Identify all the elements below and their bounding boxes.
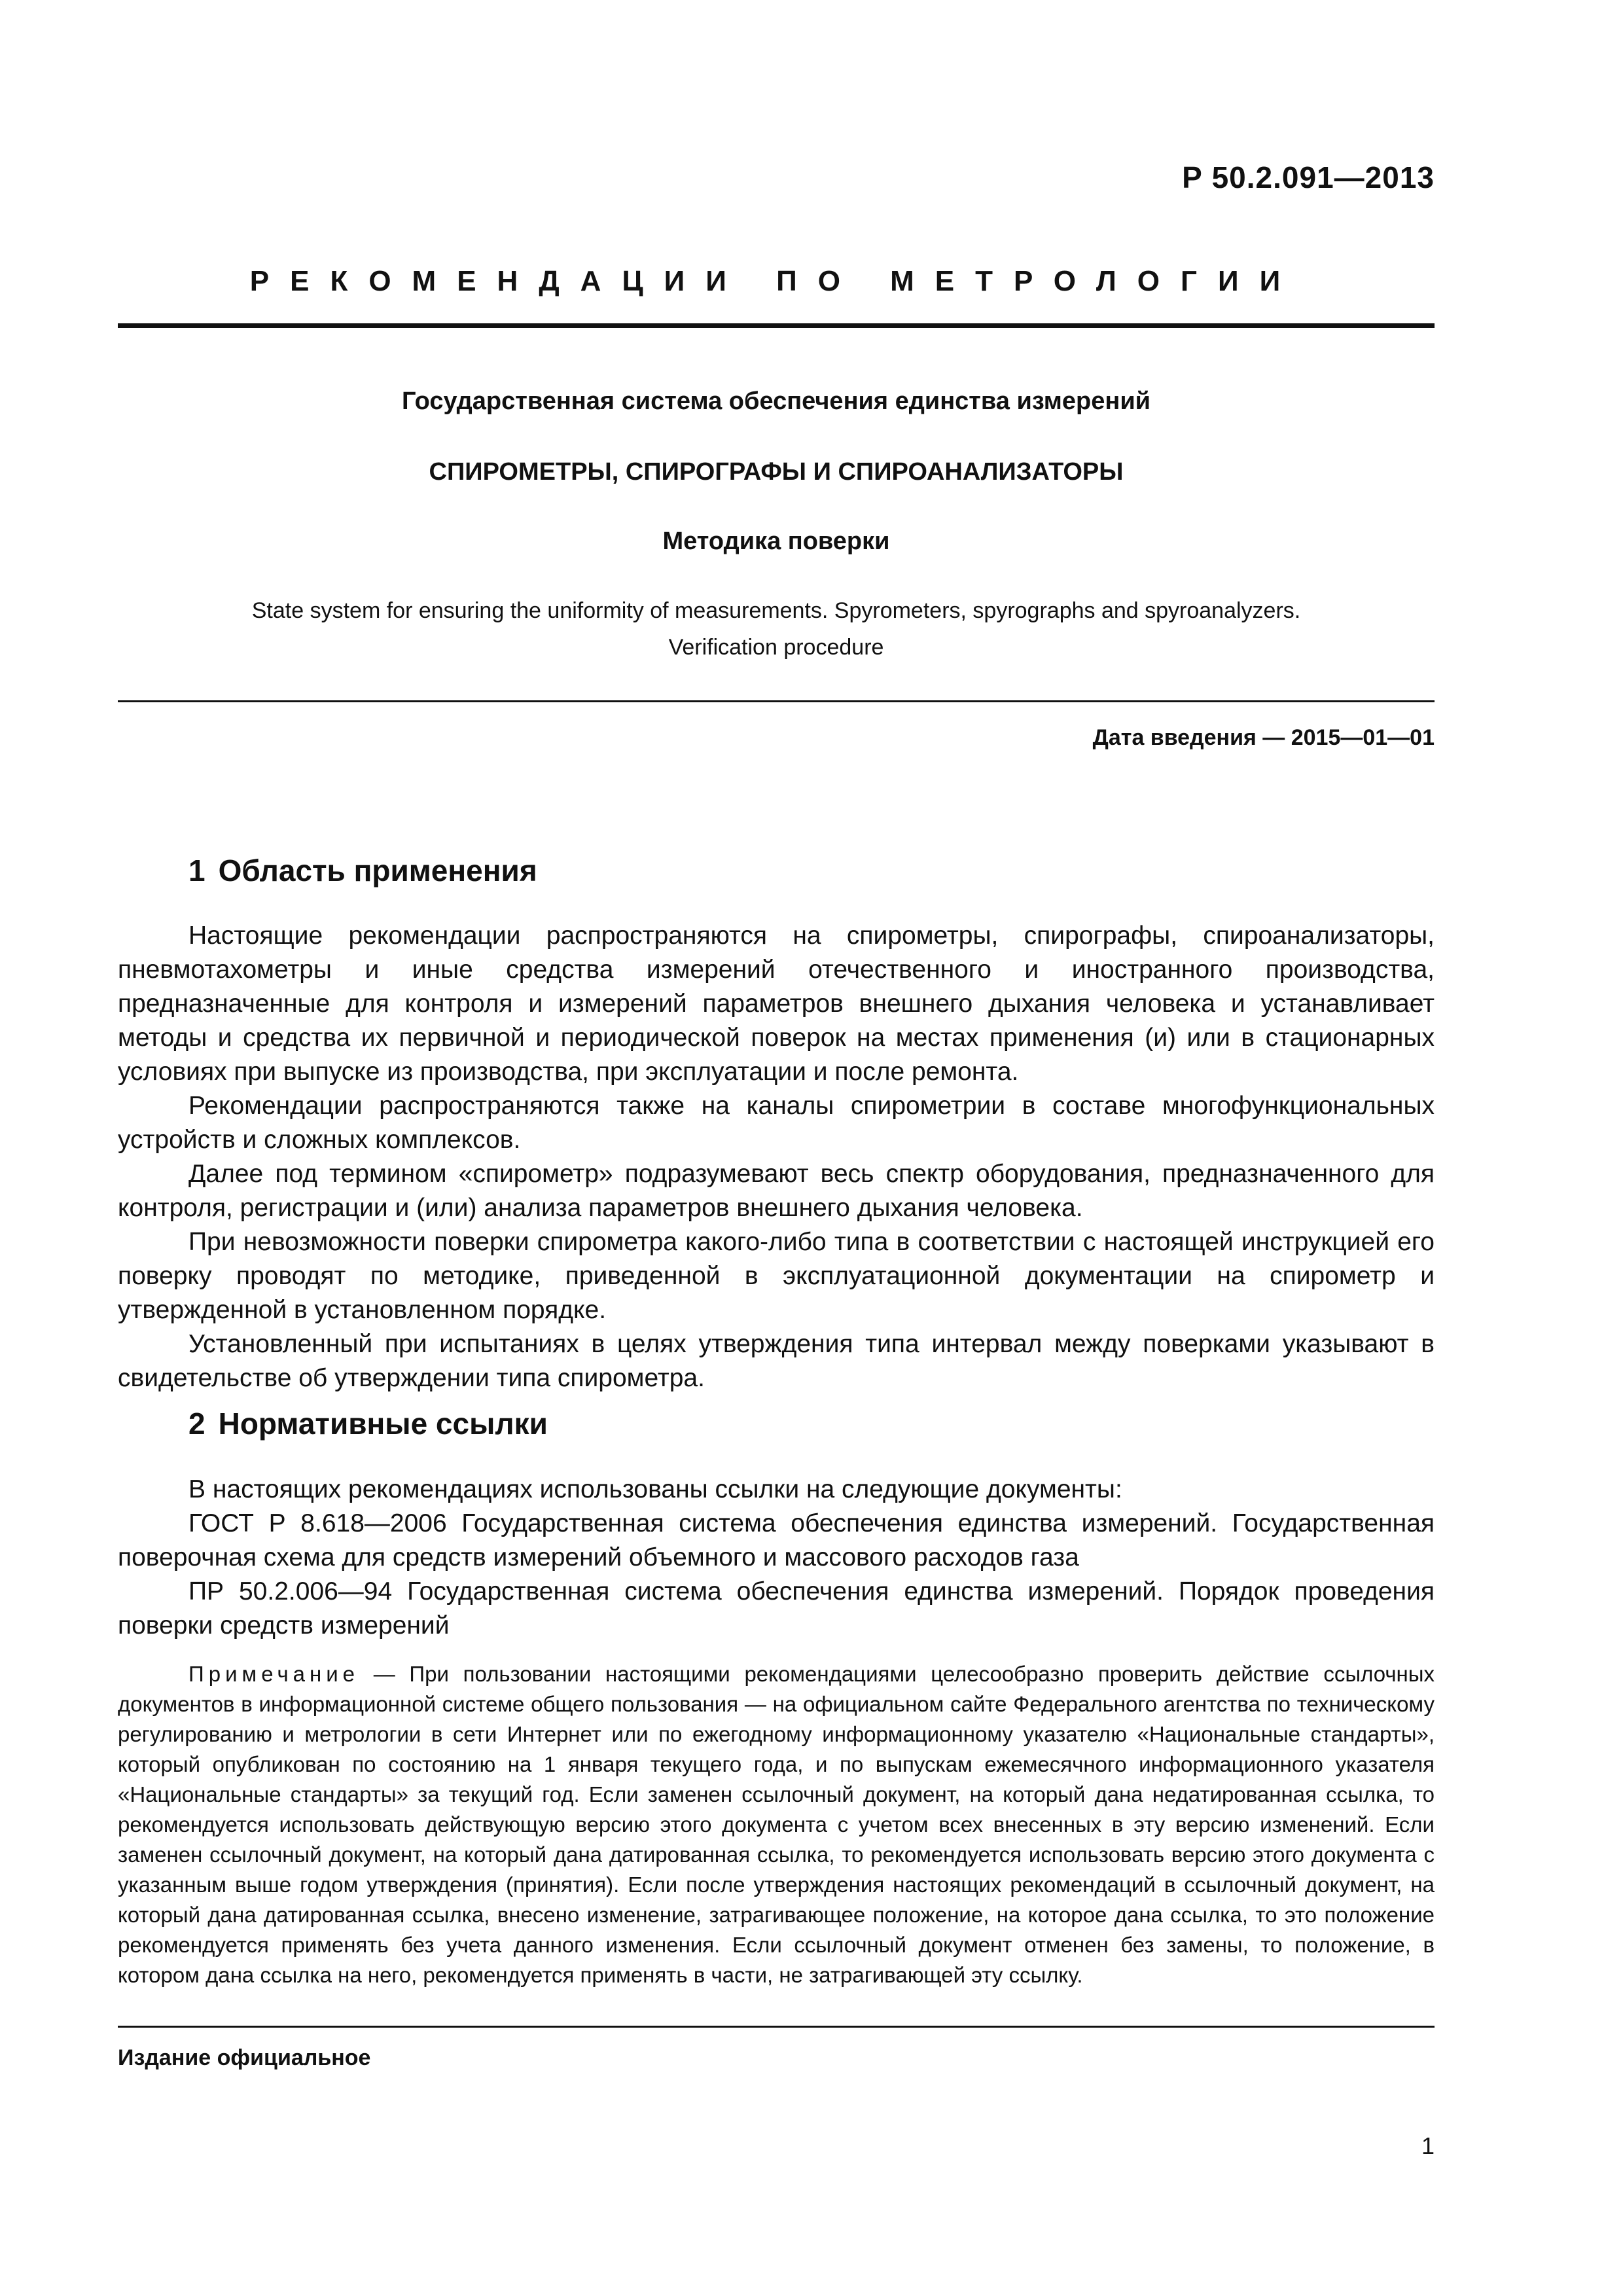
subtitle: Методика поверки (662, 528, 890, 555)
section-2-heading (118, 1406, 1435, 1441)
english-title-line-1: State system for ensuring the uniformity of measurements. Spyrometers, spyrographs and spyroanalyzers. (251, 598, 1301, 623)
main-title: СПИРОМЕТРЫ, СПИРОГРАФЫ И СПИРОАНАЛИЗАТОРЫ (429, 458, 1124, 486)
section-2-body (118, 1473, 1435, 1643)
paragraph: Настоящие рекомендации распространяются на спирометры, спирографы, спироанализаторы, пневмотахометры и иные средства измерений отечественного и иностранного производства, предназначенные для контроля и измерений параметров внешнего дыхания человека и устанавливает методы и средства их первичной и периодической поверок на местах применения (и) или в стационарных условиях при выпуске из производства, при эксплуатации и после ремонта. (118, 922, 1435, 1086)
section-1-title: Область применения (218, 853, 537, 888)
reference-item: ГОСТ Р 8.618—2006 Государственная система обеспечения единства измерений. Государственная поверочная схема для средств измерений объемного и массового расходов газа (118, 1509, 1435, 1571)
note-block (118, 1659, 1435, 1990)
paragraph: При невозможности поверки спирометра какого-либо типа в соответствии с настоящей инструкцией его поверку проводят по методике, приведенной в эксплуатационной документации на спирометр и утвержденной в установленном порядке. (118, 1228, 1435, 1324)
note-paragraph (118, 1659, 1435, 1990)
paragraph: В настоящих рекомендациях использованы ссылки на следующие документы: (188, 1475, 1122, 1503)
english-title-line-2: Verification procedure (668, 635, 884, 660)
section-1-heading (118, 853, 1435, 888)
header-divider (118, 323, 1435, 328)
section-2-number: 2 (188, 1407, 205, 1441)
section-1-number: 1 (188, 853, 205, 888)
paragraph: Далее под термином «спирометр» подразумевают весь спектр оборудования, предназначенного для контроля, регистрации и (или) анализа параметров внешнего дыхания человека. (118, 1160, 1435, 1222)
series-title: РЕКОМЕНДАЦИИ ПО МЕТРОЛОГИИ (249, 265, 1302, 297)
document-code: Р 50.2.091—2013 (1182, 160, 1435, 194)
footer-divider (118, 2026, 1435, 2028)
section-2-title: Нормативные ссылки (218, 1407, 548, 1441)
note-text: — При пользовании настоящими рекомендациями целесообразно проверить действие ссылочных документов в информационной системе общего пользования — на официальном сайте Федерального агентства по техническому регулированию и метрологии в сети Интернет или по ежегодному информационному указателю «Национальные стандарты», который опубликован по состоянию на 1 января текущего года, и по выпускам ежемесячного информационного указателя «Национальные стандарты» за текущий год. Если заменен ссылочный документ, на который дана недатированная ссылка, то рекомендуется использовать действующую версию этого документа с учетом всех внесенных в эту версию изменений. Если заменен ссылочный документ, на который дана датированная ссылка, то рекомендуется использовать версию этого документа с указанным выше годом утверждения (принятия). Если после утверждения настоящих рекомендаций в ссылочный документ, на который дана датированная ссылка, внесено изменение, затрагивающее положение, на которое дана ссылка, то это положение рекомендуется применять без учета данного изменения. Если ссылочный документ отменен без замены, то положение, в котором дана ссылка на него, рекомендуется применять в части, не затрагивающей эту ссылку. (118, 1662, 1435, 1987)
section-1-body (118, 919, 1435, 1395)
system-title: Государственная система обеспечения единства измерений (401, 387, 1151, 415)
introduction-date: Дата введения — 2015—01—01 (1092, 725, 1435, 750)
paragraph: Установленный при испытаниях в целях утверждения типа интервал между поверками указывают в свидетельстве об утверждении типа спирометра. (118, 1330, 1435, 1392)
english-title (118, 592, 1435, 666)
page-number: 1 (1421, 2132, 1435, 2159)
note-label: Примечание (188, 1662, 360, 1686)
edition-label: Издание официальное (118, 2045, 371, 2070)
title-divider (118, 700, 1435, 702)
paragraph: Рекомендации распространяются также на каналы спирометрии в составе многофункциональных устройств и сложных комплексов. (118, 1092, 1435, 1154)
reference-item: ПР 50.2.006—94 Государственная система обеспечения единства измерений. Порядок проведения поверки средств измерений (118, 1577, 1435, 1640)
